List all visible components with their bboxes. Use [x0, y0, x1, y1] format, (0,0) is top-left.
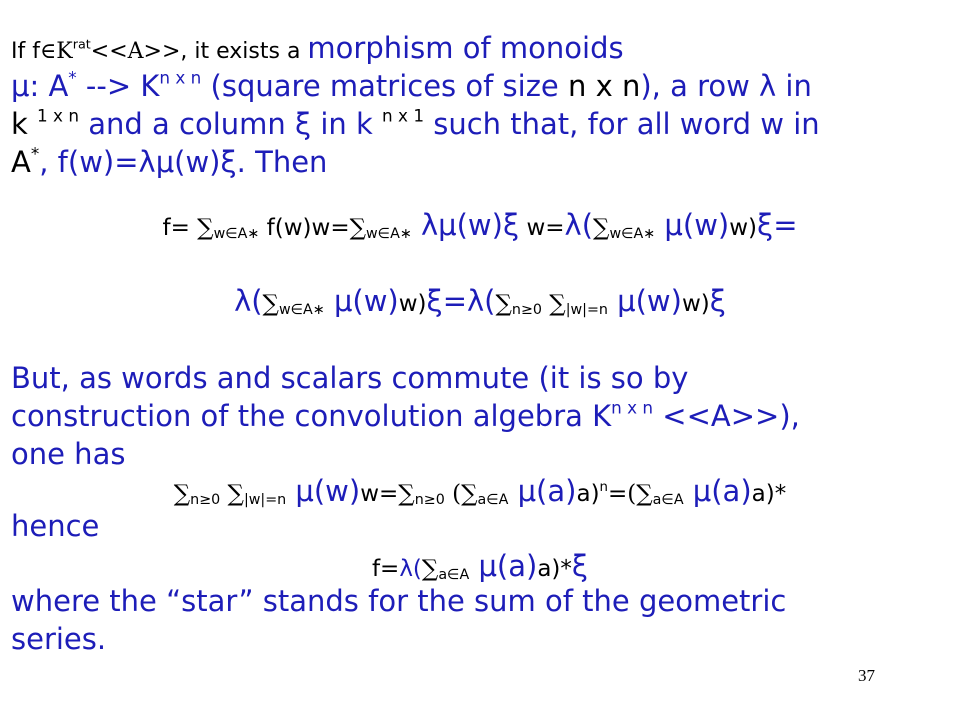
t: n: [599, 480, 608, 495]
t: n x n: [567, 69, 641, 103]
line-14: series.: [11, 622, 107, 656]
t: λμ(w)ξ: [411, 208, 520, 242]
t: <<A>>),: [653, 399, 800, 433]
t: μ(a): [469, 549, 538, 583]
t: , f(w)=λμ(w)ξ. Then: [39, 145, 328, 179]
t: w): [398, 291, 427, 317]
sum-symbol: ∑: [421, 556, 439, 582]
t: If f: [11, 39, 40, 64]
sum-symbol: ∑: [593, 215, 610, 241]
line-13: where the “star” stands for the sum of the geometric: [11, 584, 787, 618]
t: λ(: [234, 284, 263, 318]
t: k: [11, 107, 38, 141]
t: such that, for all word w in: [424, 107, 820, 141]
t: a)*: [537, 556, 572, 582]
t: μ(w): [324, 284, 399, 318]
t: μ(w): [655, 208, 730, 242]
t: (: [444, 481, 462, 507]
t: n≥0: [190, 491, 221, 508]
line-9: one has: [11, 437, 126, 471]
t: ξ: [571, 549, 589, 583]
sum-symbol: ∑: [461, 481, 478, 507]
t: w=: [360, 481, 399, 507]
t: μ(w): [607, 284, 682, 318]
t: n x 1: [382, 105, 425, 126]
t: a)*: [751, 481, 787, 507]
line-4: [11, 143, 328, 179]
t: and a column ξ in k: [79, 107, 383, 141]
sum-symbol: ∑: [197, 215, 214, 241]
line-1: [11, 31, 624, 65]
t: λ(: [399, 556, 422, 582]
t: a∈A: [438, 566, 470, 583]
line-8: [11, 397, 800, 433]
t: w∈A∗: [609, 225, 656, 242]
t: morphism of monoids: [307, 31, 624, 65]
sum-symbol: ∑: [262, 291, 279, 317]
t: w): [729, 215, 758, 241]
t: n≥0: [414, 491, 445, 508]
t: μ(w): [286, 474, 361, 508]
t: w∈A∗: [278, 301, 325, 318]
page-number: 37: [858, 666, 875, 685]
line-3: [11, 105, 820, 141]
t: A: [11, 145, 31, 179]
t: a∈A: [652, 491, 684, 508]
t: |w|=n: [565, 301, 608, 318]
t: rat: [72, 37, 91, 53]
line-10-formula: [0, 474, 960, 508]
line-12-formula: [0, 549, 960, 583]
sum-symbol: ∑: [398, 481, 415, 507]
t: μ(a): [683, 474, 752, 508]
sum-symbol: ∑: [173, 481, 191, 507]
t: *: [30, 143, 40, 164]
elem-symbol: ∈: [39, 39, 57, 64]
line-6-formula: [0, 284, 960, 318]
line-5-formula: [0, 208, 960, 242]
sum-symbol: ∑: [495, 291, 512, 317]
t: 1 x n: [37, 105, 80, 126]
t: w): [681, 291, 710, 317]
t: f(w)w=: [259, 215, 350, 241]
t: w∈A∗: [213, 225, 260, 242]
t: =(: [608, 481, 637, 507]
t: *: [68, 67, 77, 88]
t: a∈A: [477, 491, 509, 508]
t: K: [56, 39, 73, 64]
t: w∈A∗: [366, 225, 412, 242]
t: ξ=: [757, 208, 798, 242]
t: n≥0: [511, 301, 542, 318]
sum-symbol: ∑: [541, 291, 566, 317]
line-11: hence: [11, 509, 100, 543]
t: |w|=n: [243, 491, 287, 508]
t: a): [576, 481, 600, 507]
t: construction of the convolution algebra K: [11, 399, 612, 433]
t: <<A>>: [90, 39, 181, 64]
t: ξ=λ(: [426, 284, 496, 318]
t: μ(a): [508, 474, 577, 508]
sum-symbol: ∑: [349, 215, 367, 241]
t: --> K: [76, 69, 160, 103]
t: μ: A: [11, 69, 69, 103]
t: λ(: [564, 208, 594, 242]
t: n x n: [159, 67, 202, 88]
t: ), a row λ in: [640, 69, 812, 103]
t: f=: [162, 215, 198, 241]
sum-symbol: ∑: [220, 481, 244, 507]
t: (square matrices of size: [201, 69, 568, 103]
line-7: But, as words and scalars commute (it is so by: [11, 361, 689, 395]
t: n x n: [611, 397, 654, 418]
t: ξ: [709, 284, 726, 318]
line-2: [11, 67, 812, 103]
sum-symbol: ∑: [636, 481, 653, 507]
t: w=: [519, 215, 565, 241]
t: f=: [371, 556, 400, 582]
t: , it exists a: [180, 39, 308, 64]
